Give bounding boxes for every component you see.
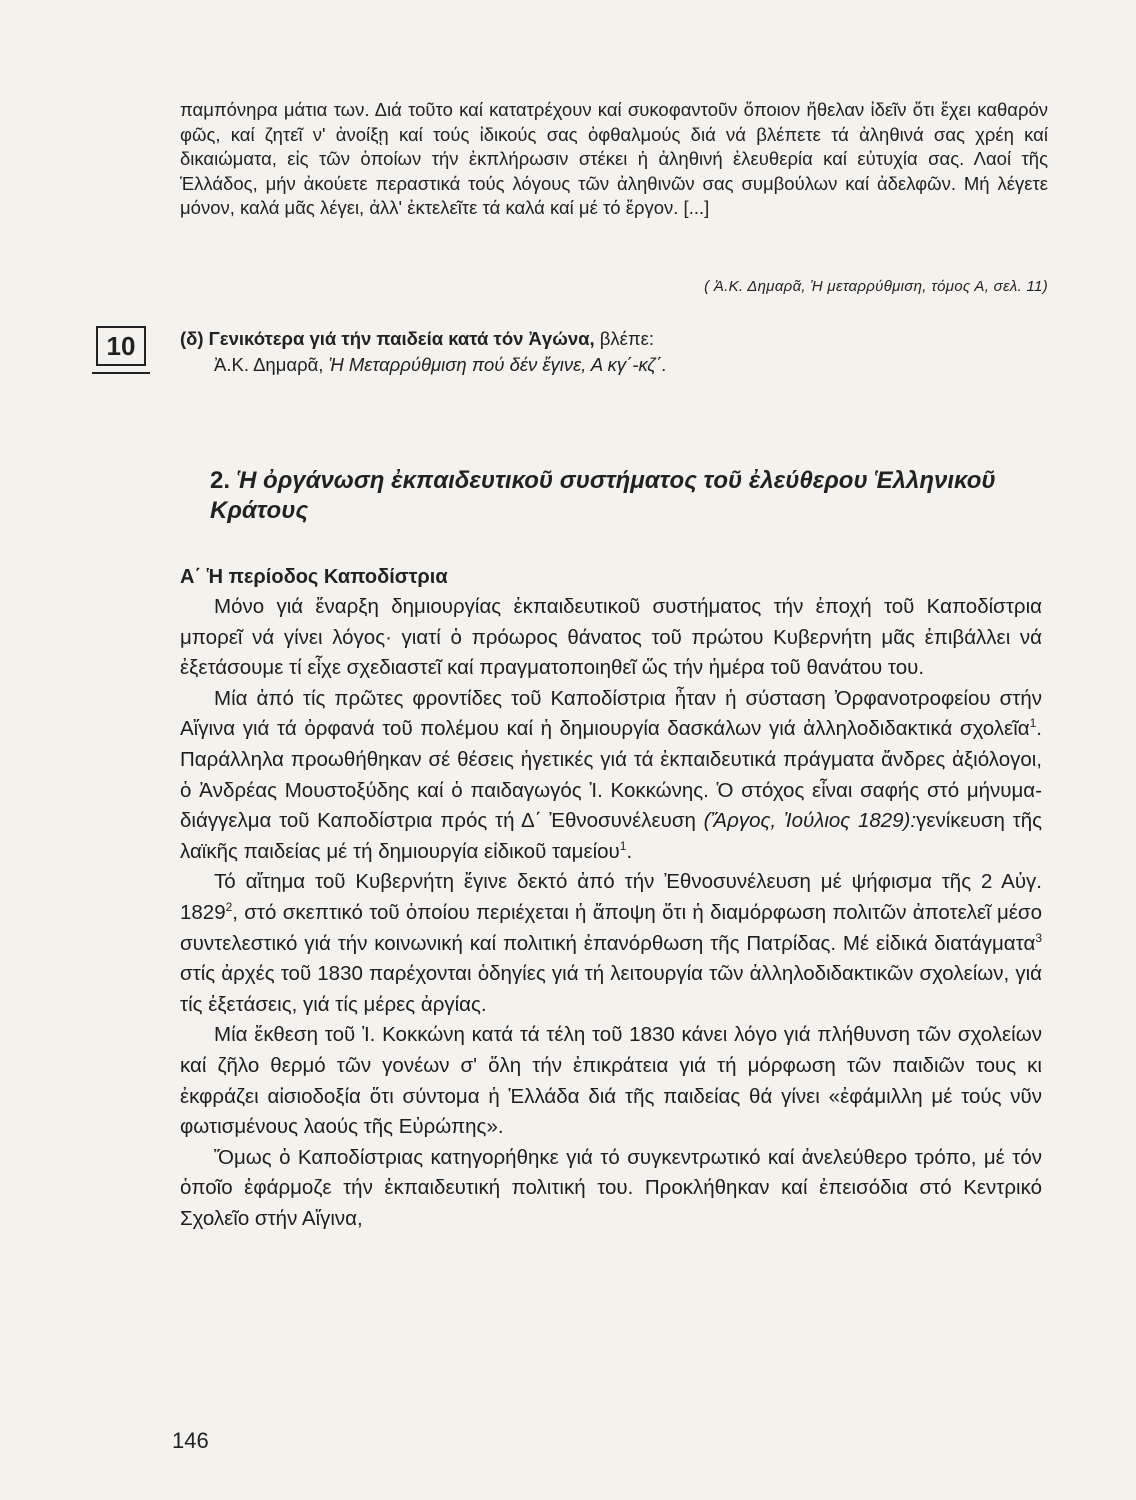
footnote-ref: 2 bbox=[225, 900, 233, 915]
quoted-passage bbox=[180, 98, 1048, 221]
page-number: 146 bbox=[172, 1428, 209, 1453]
p2-part-d: . bbox=[626, 839, 633, 863]
footnote-ref: 3 bbox=[1035, 930, 1042, 945]
paragraph-1: Μόνο γιά ἔναρξη δημιουργίας ἐκπαιδευτικοῦ συστήματος τήν ἐποχή τοῦ Καποδίστρια μπορεῖ νά γίνει λόγος· γιατί ὁ πρόωρος θάνατος τοῦ πρώτου Κυβερνήτη μᾶς ἐπιβάλλει νά ἐξετάσουμε τί εἶχε σχεδιαστεῖ καί πραγματοποιηθεῖ ὥς τήν ἡμέρα τοῦ θανάτου του. bbox=[180, 595, 1042, 680]
note-cite-author: Ἀ.Κ. Δημαρᾶ, bbox=[214, 354, 329, 375]
p2-part-b: . Παράλληλα προωθήθηκαν σέ θέσεις ἡγετικές γιά τά ἐκπαιδευτικά πράγματα ἄνδρες ἀξιόλογοι, ὁ Ἀνδρέας Μουστοξύδης καί ὁ παιδαγωγός Ἰ. Κοκκώνης. Ὁ στόχος εἶναι σαφής στό μήνυμα-διάγγελμα τοῦ Καποδίστρια πρός τή Δ΄ Ἐθνοσυνέλευση bbox=[180, 717, 1042, 833]
p3-part-c: στίς ἀρχές τοῦ 1830 παρέχονται ὁδηγίες γιά τή λειτουργία τῶν ἀλληλοδιδακτικῶν σχολείων, γιά τίς ἐξετάσεις, γιά τίς μέρες ἀργίας. bbox=[180, 962, 1042, 1016]
body-text bbox=[180, 592, 1042, 1234]
note-citation bbox=[180, 352, 1048, 378]
note-marker-rule bbox=[92, 372, 150, 374]
paragraph-3 bbox=[180, 867, 1042, 1020]
paragraph-4: Μία ἔκθεση τοῦ Ἰ. Κοκκώνη κατά τά τέλη τοῦ 1830 κάνει λόγο γιά πλήθυνση τῶν σχολείων καί ζῆλο θερμό τῶν γονέων σ' ὅλη τήν ἐπικράτεια γιά τή μόρφωση τῶν παιδιῶν τους κι ἐκφράζει αἰσιοδοξία ὅτι σύντομα ἡ Ἑλλάδα διά τῆς παιδείας θά γίνει «ἐφάμιλλη μέ τούς νῦν φωτισμένους λαούς τῆς Εὐρώπης». bbox=[180, 1023, 1042, 1139]
note-cite-title: Ἡ Μεταρρύθμιση πού δέν ἔγινε, Α κγ΄-κζ΄. bbox=[328, 354, 668, 375]
p2-italic: (Ἄργος, Ἰούλιος 1829): bbox=[703, 809, 917, 833]
section-heading bbox=[210, 466, 1070, 526]
p2-part-c: γενίκευση τῆς λαϊκῆς παιδείας μέ τή δημιουργία εἰδικοῦ ταμείου bbox=[180, 809, 1043, 863]
quote-citation: ( Ἀ.Κ. Δημαρᾶ, Ἡ μεταρρύθμιση, τόμος Α, σελ. 11) bbox=[704, 278, 1048, 295]
note-number-box: 10 bbox=[96, 326, 146, 366]
paragraph-2 bbox=[180, 684, 1042, 868]
section-number: 2. bbox=[210, 467, 231, 494]
note-lead: (δ) Γενικότερα γιά τήν παιδεία κατά τόν Ἀγώνα, bbox=[180, 328, 595, 349]
footnote-ref: 1 bbox=[619, 838, 627, 853]
paragraph-5: Ὅμως ὁ Καποδίστριας κατηγορήθηκε γιά τό συγκεντρωτικό καί ἀνελεύθερο τρόπο, μέ τόν ὁποῖο ἐφάρμοζε τήν ἐκπαιδευτική πολιτική του. Προκλήθηκαν καί ἐπεισόδια στό Κεντρικό Σχολεῖο στήν Αἴγινα, bbox=[180, 1145, 1042, 1230]
reference-note bbox=[180, 326, 1048, 378]
p3-part-a: Τό αἴτημα τοῦ Κυβερνήτη ἔγινε δεκτό ἀπό τήν Ἐθνοσυνέλευση μέ ψήφισμα τῆς 2 Αὐγ. 1829 bbox=[180, 870, 1042, 924]
footnote-ref: 1 bbox=[1029, 716, 1037, 731]
p2-part-a: Μία ἀπό τίς πρῶτες φροντίδες τοῦ Καποδίστρια ἦταν ἡ σύσταση Ὀρφανοτροφείου στήν Αἴγινα γιά τά ὀρφανά τοῦ πολέμου καί ἡ δημιουργία δασκάλων γιά ἀλληλοδιδακτικά σχολεῖα bbox=[180, 686, 1042, 741]
quote-text: παμπόνηρα μάτια των. Διά τοῦτο καί κατατρέχουν καί συκοφαντοῦν ὅποιον ἤθελαν ἰδεῖν ὅτι ἔχει καθαρόν φῶς, καί ζητεῖ ν' ἀνοίξῃ καί τούς ἰδικούς σας ὀφθαλμούς διά νά βλέπετε τά ἀληθινά σας χρέη καί δικαιώματα, εἰς τῶν ὁποίων τήν ἐκπλήρωσιν στέκει ἡ ἀληθινή ἐλευθερία καί εὐτυχία σας. Λαοί τῆς Ἑλλάδος, μήν ἀκούετε περαστικά τούς λόγους τῶν ἀληθινῶν σας συμβούλων καί ἀδελφῶν. Μή λέγετε μόνον, καλά μᾶς λέγει, ἀλλ' ἐκτελεῖτε τά καλά καί μέ τό ἔργον. [...] bbox=[180, 99, 1048, 218]
section-title: Ἡ ὀργάνωση ἐκπαιδευτικοῦ συστήματος τοῦ ἐλεύθερου Ἑλληνικοῦ Κράτους bbox=[210, 467, 996, 524]
p3-part-b: , στό σκεπτικό τοῦ ὁποίου περιέχεται ἡ ἄποψη ὅτι ἡ διαμόρφωση πολιτῶν ἀποτελεῖ μέσο συντελεστικό γιά τήν κοινωνική καί πολιτική ἐπανόρθωση τῆς Πατρίδας. Μέ εἰδικά διατάγματα bbox=[180, 900, 1042, 955]
subsection-heading: Α΄ Ἡ περίοδος Καποδίστρια bbox=[180, 566, 448, 588]
note-after-lead: βλέπε: bbox=[594, 328, 655, 349]
